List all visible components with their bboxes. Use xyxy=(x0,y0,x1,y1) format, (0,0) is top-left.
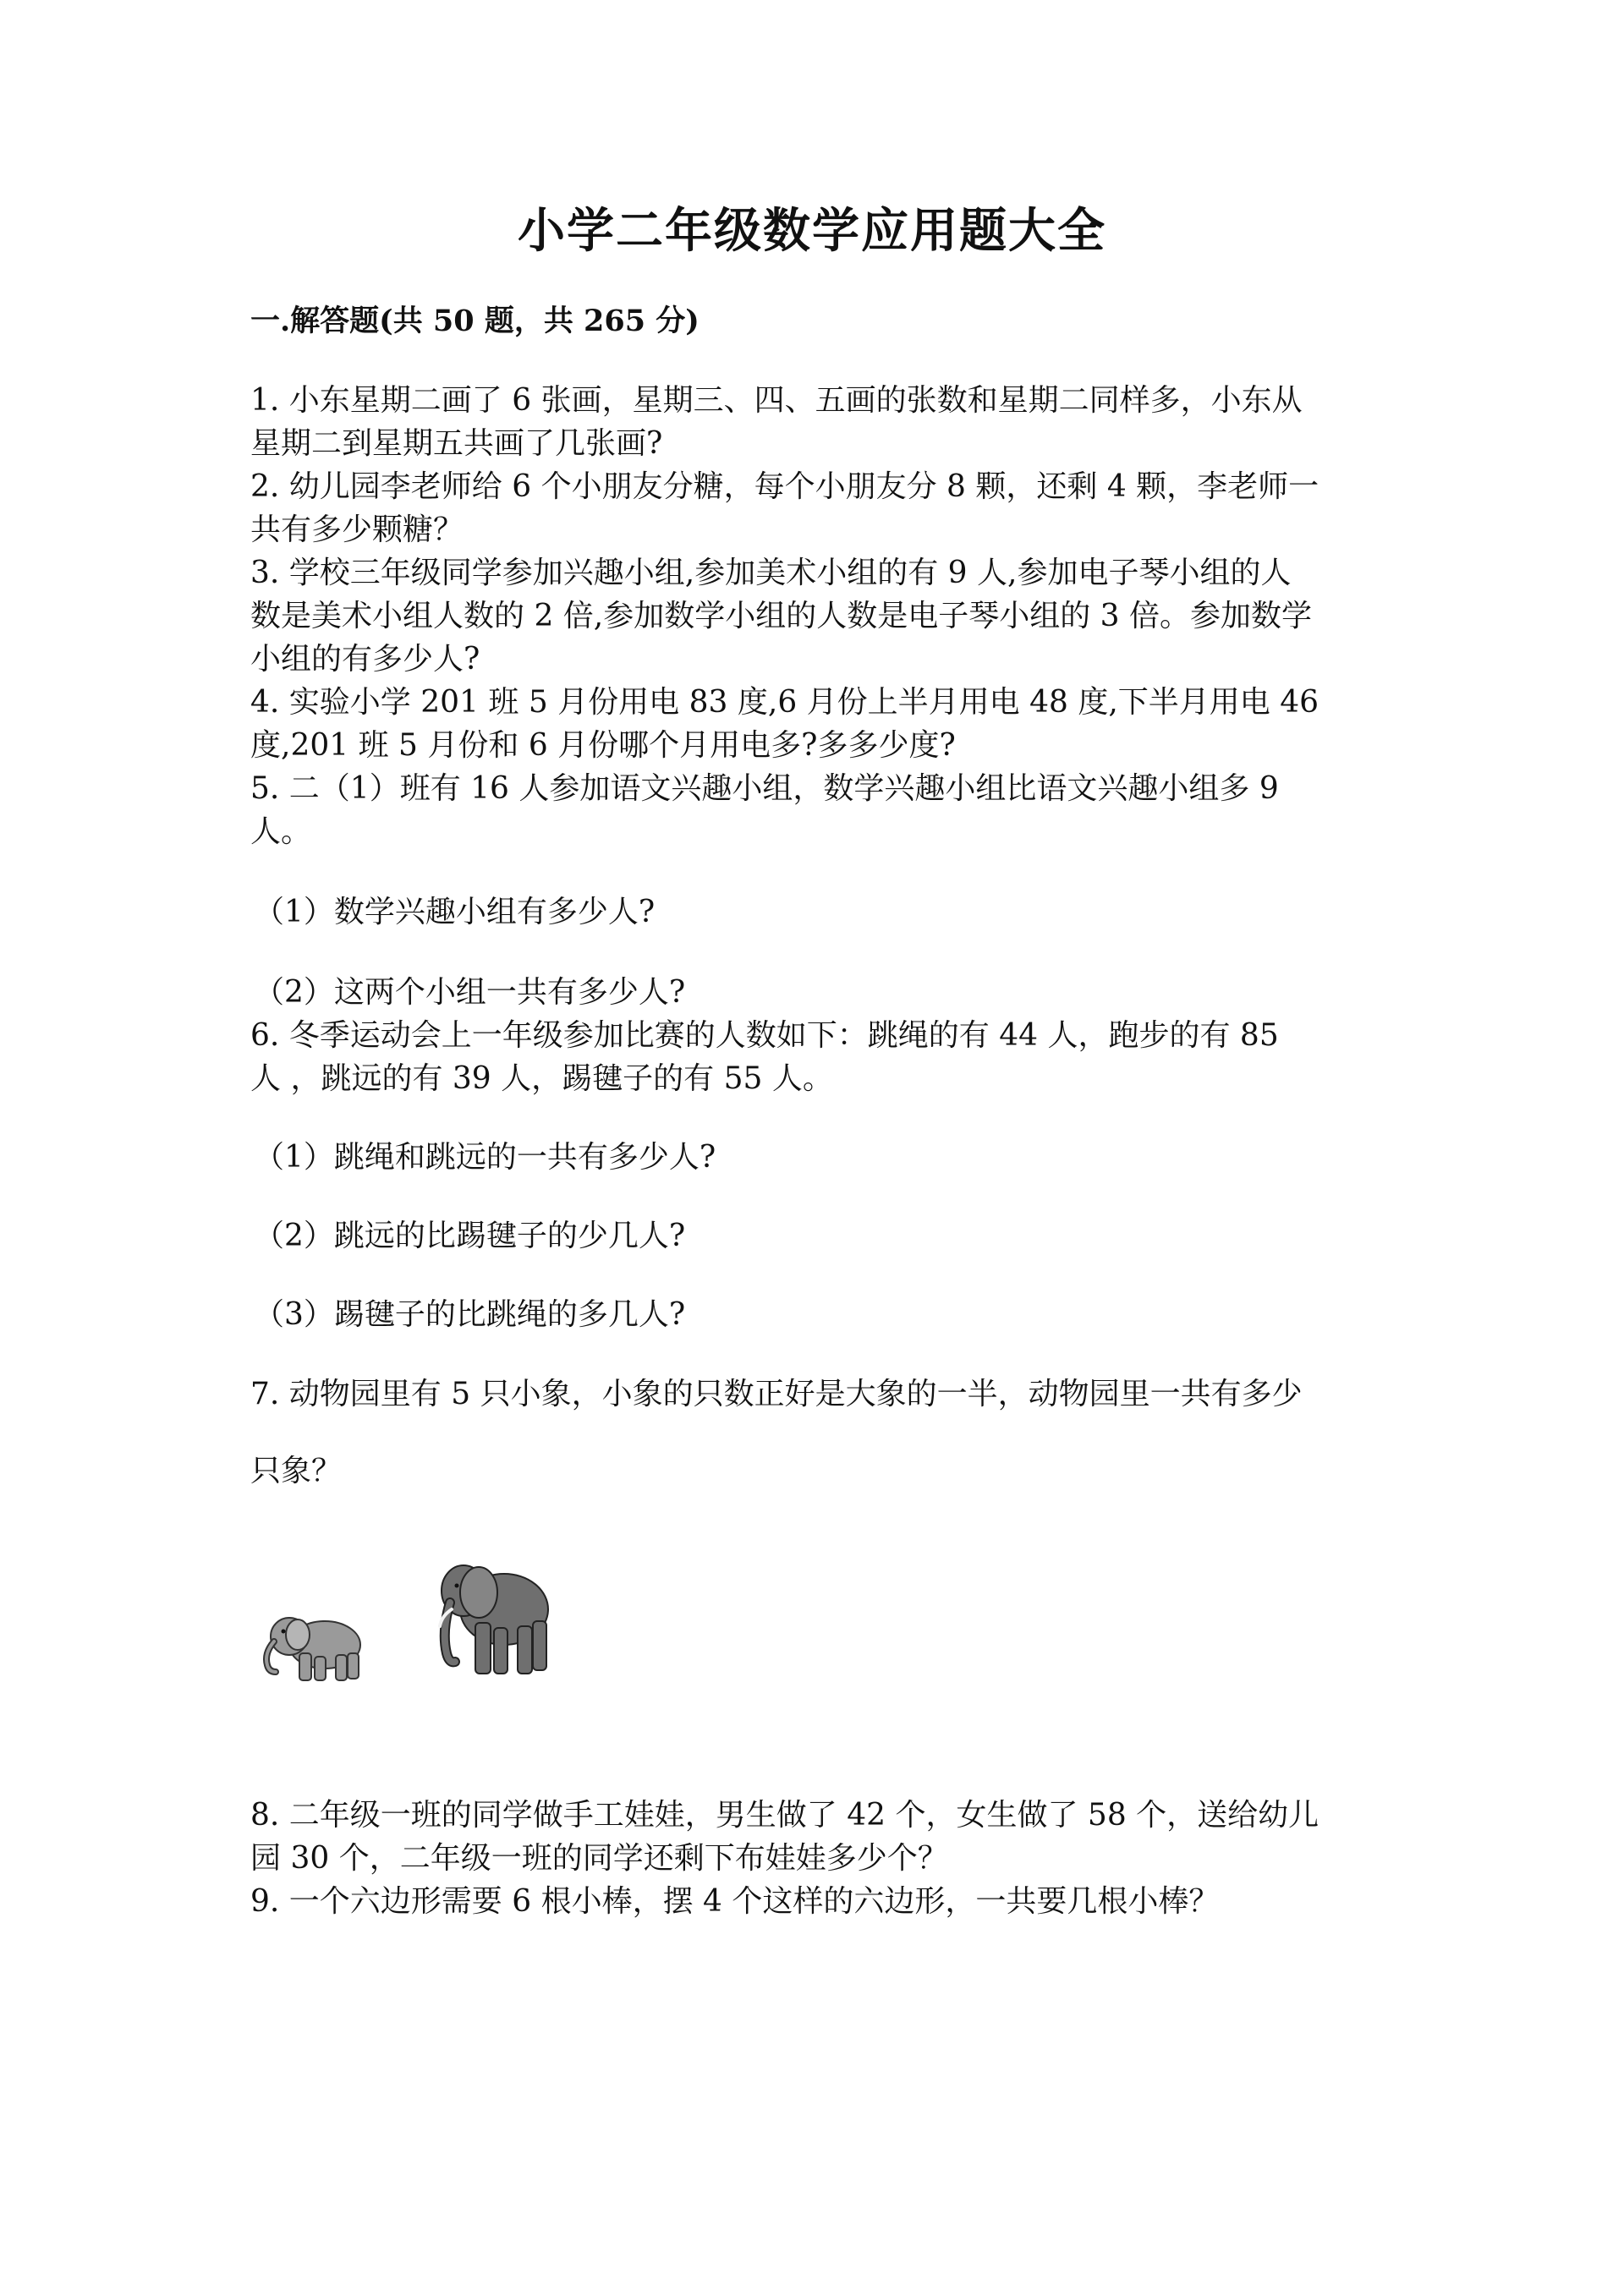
question-text-line: 9. 一个六边形需要 6 根小棒，摆 4 个这样的六边形，一共要几根小棒？ xyxy=(250,1884,1220,1919)
question-1 xyxy=(250,379,1392,465)
question-3 xyxy=(250,551,1392,681)
question-9 xyxy=(250,1880,1392,1923)
sub-question: （1）跳绳和跳远的一共有多少人? xyxy=(254,1140,716,1175)
question-text-line: 共有多少颗糖？ xyxy=(250,512,464,547)
small-elephant-image xyxy=(255,1604,370,1689)
question-text-line: 只象？ xyxy=(250,1454,343,1488)
question-text-line: 8. 二年级一班的同学做手工娃娃，男生做了 42 个，女生做了 58 个，送给幼儿 xyxy=(250,1798,1320,1833)
question-4 xyxy=(250,681,1392,767)
question-text-line: 数是美术小组人数的 2 倍,参加数学小组的人数是电子琴小组的 3 倍。参加数学 xyxy=(250,599,1313,633)
question-5 xyxy=(250,767,1392,1014)
sub-question: （3）踢毽子的比跳绳的多几人? xyxy=(254,1297,686,1332)
question-2 xyxy=(250,465,1392,551)
question-8 xyxy=(250,1794,1392,1880)
question-text-line: 2. 幼儿园李老师给 6 个小朋友分糖，每个小朋友分 8 颗，还剩 4 颗，李老师一 xyxy=(250,469,1320,504)
sub-question: （1）数学兴趣小组有多少人? xyxy=(254,895,656,929)
page-title: 小学二年级数学应用题大全 xyxy=(518,203,1106,259)
question-text-line: 3. 学校三年级同学参加兴趣小组,参加美术小组的有 9 人,参加电子琴小组的人 xyxy=(250,556,1292,590)
question-text-line: 人。 xyxy=(250,814,312,849)
question-text-line: 度,201 班 5 月份和 6 月份哪个月用电多?多多少度? xyxy=(250,728,956,763)
question-text-line: 5. 二（1）班有 16 人参加语文兴趣小组，数学兴趣小组比语文兴趣小组多 9 xyxy=(250,771,1279,806)
question-text-line: 7. 动物园里有 5 只小象，小象的只数正好是大象的一半，动物园里一共有多少 xyxy=(250,1377,1303,1411)
question-text-line: 6. 冬季运动会上一年级参加比赛的人数如下：跳绳的有 44 人，跑步的有 85 xyxy=(250,1018,1279,1053)
sub-question: （2）这两个小组一共有多少人? xyxy=(254,975,686,1010)
question-text-line: 人 ，跳远的有 39 人，踢毽子的有 55 人。 xyxy=(250,1061,833,1096)
large-elephant-image xyxy=(426,1553,553,1680)
question-text-line: 4. 实验小学 201 班 5 月份用电 83 度,6 月份上半月用电 48 度,下半月用电 46 xyxy=(250,685,1320,720)
elephant-illustrations xyxy=(250,1553,1392,1706)
question-text-line: 园 30 个，二年级一班的同学还剩下布娃娃多少个？ xyxy=(250,1841,948,1876)
sub-question: （2）跳远的比踢毽子的少几人? xyxy=(254,1219,686,1253)
question-text-line: 星期二到星期五共画了几张画? xyxy=(250,426,663,461)
question-list xyxy=(250,379,1392,1923)
question-text-line: 1. 小东星期二画了 6 张画，星期三、四、五画的张数和星期二同样多，小东从 xyxy=(250,383,1303,418)
section-heading: 一.解答题(共 50 题，共 265 分) xyxy=(250,304,700,338)
question-text-line: 小组的有多少人? xyxy=(250,642,480,677)
question-7 xyxy=(250,1373,1392,1706)
question-6 xyxy=(250,1014,1392,1336)
